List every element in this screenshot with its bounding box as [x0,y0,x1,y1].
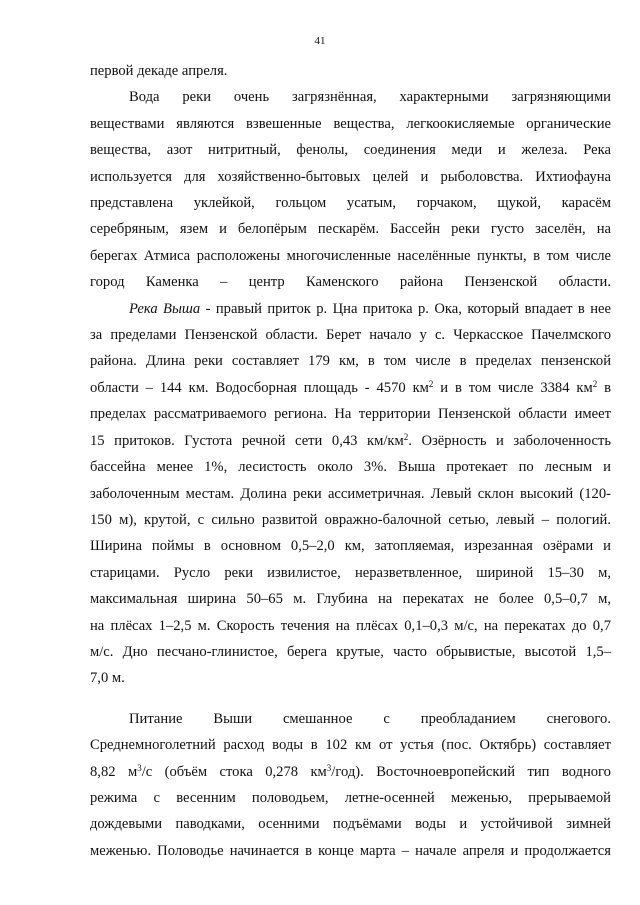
line: дождевыми паводками, осенними подъёмами воды и устойчивой зимней [90,816,611,833]
line: первой декаде апреля. [90,63,228,79]
line: Вода реки очень загрязнённая, характерными загрязняющими [129,89,611,106]
line: Питание Выши смешанное с преобладанием снегового. [129,710,611,727]
line: максимальная ширина 50–65 м. Глубина на перекатах не более 0,5–0,7 м, [90,591,611,608]
superscript: 3 [326,762,332,773]
line: района. Длина реки составляет 179 км, в том числе в пределах пензенской [90,353,611,370]
line: и в том числе 3384 км [433,379,593,396]
line: используется для хозяйственно-бытовых целей и рыболовства. Ихтиофауна [90,168,611,185]
line: серебряным, язем и белопёрым пескарём. Бассейн реки густо заселён, на [90,221,611,238]
superscript: 3 [137,762,142,773]
paragraph-1 [90,58,611,84]
paragraph-2 [90,84,611,295]
page-number: 41 [314,35,326,47]
line: меженью. Половодье начинается в конце марта – начале апреля и продолжается [90,842,611,859]
river-name-title: Река Выша [129,300,201,317]
line: /с (объём стока 0,278 км [141,763,327,780]
line: /год). Восточноевропейский тип водного [331,763,611,780]
superscript: 2 [428,378,434,389]
line: Среднемноголетний расход воды в 102 км от устья (пос. Октябрь) составляет [90,737,611,754]
line: 150 м), крутой, с сильно развитой овражно-балочной сетью, левый – пологий. [90,511,611,528]
line: области – 144 км. Водосборная площадь - 4570 км [90,379,429,396]
line: заболоченным местам. Долина реки ассиметричная. Левый склон высокий (120- [90,485,611,502]
line: Ширина поймы в основном 0,5–2,0 км, затопляемая, изрезанная озёрами и [90,538,611,555]
line: веществами являются взвешенные вещества, легкоокисляемые органические [90,115,611,132]
line: 15 притоков. Густота речной сети 0,43 км/км [90,432,404,449]
line: город Каменка – центр Каменского района Пензенской области. [90,274,611,291]
line: 8,82 м [90,763,138,780]
line: представлена уклейкой, гольцом усатым, горчаком, щукой, карасём [90,195,611,212]
line: м/с. Дно песчано-глинистое, берега крутые, часто обрывистые, высотой 1,5– [90,643,611,660]
paragraph-3 [90,296,611,666]
line: старицами. Русло реки извилистое, неразветвленное, шириной 15–30 м, [90,564,611,581]
line: за пределами Пензенской области. Берет начало у с. Черкасское Пачелмского [90,327,611,344]
line: режима с весенним половодьем, летне-осенней меженью, прерываемой [90,789,611,806]
superscript: 2 [592,378,598,389]
line: пределах рассматриваемого региона. На территории Пензенской области имеет [90,406,611,423]
line: . Озёрность и заболоченность [408,432,612,449]
line: - правый приток р. Цна притока р. Ока, который впадает в нее [200,300,611,317]
paragraph-4 [90,706,611,864]
superscript: 2 [403,431,409,442]
line: 7,0 м. [90,670,125,687]
line: берегах Атмиса расположены многочисленные населённые пункты, в том числе [90,247,611,264]
line: вещества, азот нитритный, фенолы, соединения меди и железа. Река [90,142,611,159]
paragraph-3-end [90,665,611,691]
line: в [597,379,611,396]
line: бассейна менее 1%, лесистость около 3%. Выша протекает по лесным и [90,459,611,476]
line: на плёсах 1–2,5 м. Скорость течения на плёсах 0,1–0,3 м/с, на перекатах до 0,7 [90,617,611,634]
document-body [90,58,611,864]
